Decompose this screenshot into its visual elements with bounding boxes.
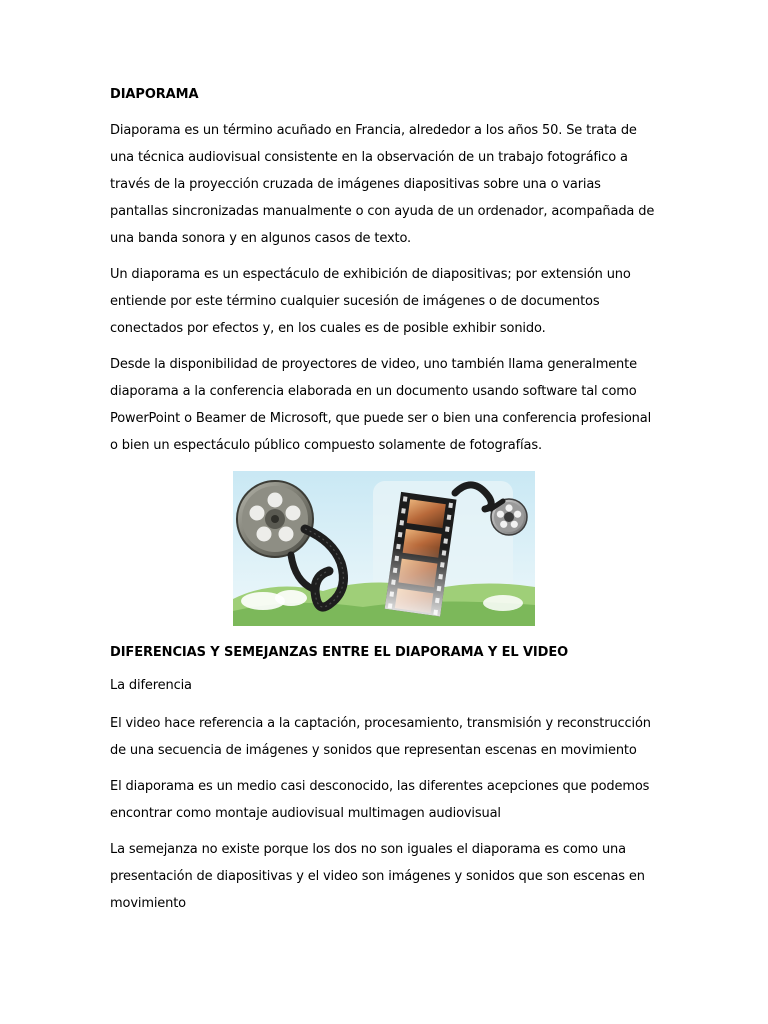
differences-section xyxy=(110,642,660,926)
section-paragraph-3: La semejanza no existe porque los dos no son iguales el diaporama es como una presentación de diapositivas y el video son imágenes y sonidos que son escenas en movimiento xyxy=(110,842,645,911)
paragraph-2: Un diaporama es un espectáculo de exhibición de diapositivas; por extensión uno entiende por este término cualquier sucesión de imágenes o de documentos conectados por efectos y, en los cuales es de posible exhibir sonido. xyxy=(110,267,631,336)
section-subheading: La diferencia xyxy=(110,678,192,693)
section-paragraph-2: El diaporama es un medio casi desconocido, las diferentes acepciones que podemos encontrar como montaje audiovisual multimagen audiovisual xyxy=(110,779,650,821)
film-reels-icon xyxy=(233,471,535,626)
document-body xyxy=(110,84,660,468)
paragraph-1: Diaporama es un término acuñado en Francia, alrededor a los años 50. Se trata de una técnica audiovisual consistente en la observación de un trabajo fotográfico a través de la proyección cruzada de imágenes diapositivas sobre una o varias pantallas sincronizadas manualmente o con ayuda de un ordenador, acompañada de una banda sonora y en algunos casos de texto. xyxy=(110,123,655,246)
section-paragraph-1: El video hace referencia a la captación, procesamiento, transmisión y reconstrucción de una secuencia de imágenes y sonidos que representan escenas en movimiento xyxy=(110,716,651,758)
paragraph-3: Desde la disponibilidad de proyectores de video, uno también llama generalmente diaporama a la conferencia elaborada en un documento usando software tal como PowerPoint o Beamer de Microsoft, que puede ser o bien una conferencia profesional o bien un espectáculo público compuesto solamente de fotografías. xyxy=(110,357,652,453)
document-title: DIAPORAMA xyxy=(110,87,199,102)
section-heading: DIFERENCIAS Y SEMEJANZAS ENTRE EL DIAPORAMA Y EL VIDEO xyxy=(110,645,569,660)
film-reels-illustration xyxy=(233,471,535,626)
